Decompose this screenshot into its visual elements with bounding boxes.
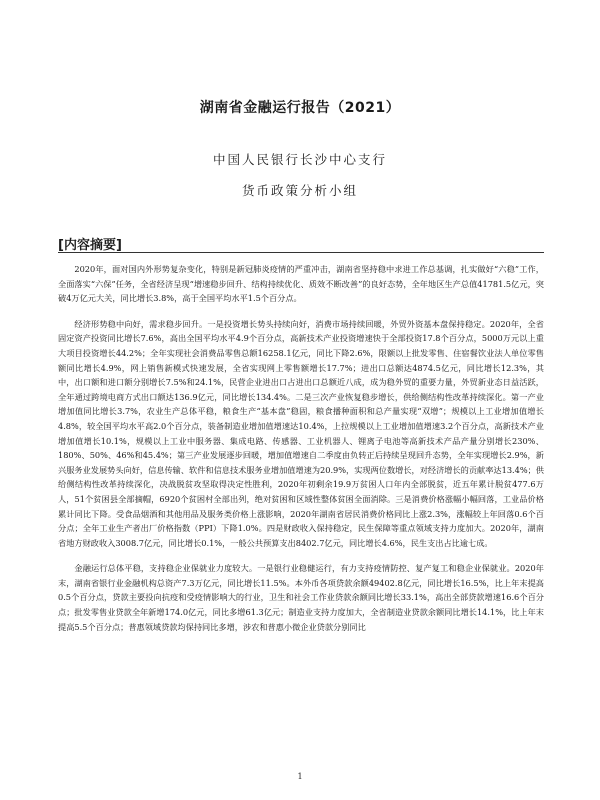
heading-divider bbox=[58, 252, 544, 253]
author-organization: 中国人民银行长沙中心支行 bbox=[212, 152, 387, 167]
abstract-paragraph: 2020年，面对国内外形势复杂变化，特别是新冠肺炎疫情的严重冲击，湖南省坚持稳中求进工作总基调，扎实做好“六稳”工作，全面落实“六保”任务，全省经济呈现“增速稳步回升、结构持续优化、质效不断改善”的良好态势，全年地区生产总值41781.5亿元，突破4万亿元大关，同比增长3.8%，高于全国平均水平1.5个百分点。 bbox=[58, 264, 544, 304]
abstract-paragraph: 金融运行总体平稳，支持稳企业保就业力度较大。一是银行业稳健运行，有力支持疫情防控、复产复工和稳企业保就业。2020年末，湖南省银行业金融机构总资产7.3万亿元，同比增长11.5%。本外币各项贷款余额49402.8亿元，同比增长16.5%，比上年末提高0.5个百分点，贷款主要投向抗疫和受疫情影响大的行业，卫生和社会工作业贷款余额同比增长33.1%，高出全部贷款增速16.6个百分点；批发零售业贷款全年新增174.0亿元，同比多增61.3亿元；制造业支持力度加大，全省制造业贷款余额同比增长14.1%，比上年末提高5.5个百分点；普惠领域贷款均保持同比多增，涉农和普惠小微企业贷款分别同比 bbox=[58, 563, 544, 632]
abstract-paragraph: 经济形势稳中向好，需求稳步回升。一是投资增长势头持续向好，消费市场持续回暖，外贸外资基本盘保持稳定。2020年，全省固定资产投资同比增长7.6%，高出全国平均水平4.9个百分点，高新技术产业投资增速快于全部投资17.8个百分点，5000万元以上重大项目投资增长44.2%；全年实现社会消费品零售总额16258.1亿元，同比下降2.6%，限额以上批发零售、住宿餐饮业法人单位零售额同比增长4.9%，网上销售新模式快速发展，全省实现网上零售额增长17.7%；进出口总额达4874.5亿元，同比增长12.3%，其中，出口额和进口额分别增长7.5%和24.1%，民营企业进出口占进出口总额近八成，成为稳外贸的重要力量，外贸新业态日益活跃，全年通过跨境电商方式出口额达136.9亿元，同比增长134.4%。二是三次产业恢复稳步增长，供给侧结构性改革持续深化。第一产业增加值同比增长3.7%，农业生产总体平稳，粮食生产“基本盘”稳固，粮食播种面积和总产量实现“双增”；规模以上工业增加值增长4.8%，较全国平均水平高2.0个百分点，装备制造业增加值增速达10.4%，上拉规模以上工业增加值增速3.2个百分点，高新技术产业增加值增长10.1%，规模以上工业中服务器、集成电路、传感器、工业机器人、锂离子电池等高新技术产品产量分别增长230%、180%、50%、46%和45.4%；第三产业发展逐步回暖，增加值增速自二季度由负转正后持续呈现回升态势，全年实现增长2.9%，新兴服务业发展势头向好，信息传输、软件和信息技术服务业增加值增速为20.9%，实现两位数增长，对经济增长的贡献率达13.4%；供给侧结构性改革持续深化，决战脱贫攻坚取得决定性胜利，2020年初剩余19.9万贫困人口年内全部脱贫，近五年累计脱贫477.6万人，51个贫困县全部摘帽，6920个贫困村全部出列，绝对贫困和区域性整体贫困全面消除。三是消费价格涨幅小幅回落，工业品价格累计同比下降。受食品烟酒和其他用品及服务类价格上涨影响，2020年湖南省居民消费价格同比上涨2.3%，涨幅较上年回落0.6个百分点；全年工业生产者出厂价格指数（PPI）下降1.0%。四是财政收入保持稳定，民生保障等重点领域支持力度加大。2020年，湖南省地方财政收入3008.7亿元，同比增长0.1%，一般公共预算支出8402.7亿元，同比增长4.6%，民生支出占比逾七成。 bbox=[58, 318, 544, 548]
author-group: 货币政策分析小组 bbox=[241, 183, 358, 198]
page-number: 1 bbox=[297, 772, 303, 781]
report-title: 湖南省金融运行报告（2021） bbox=[199, 100, 401, 116]
abstract-body bbox=[58, 262, 544, 645]
section-heading: [内容摘要] bbox=[58, 238, 122, 253]
